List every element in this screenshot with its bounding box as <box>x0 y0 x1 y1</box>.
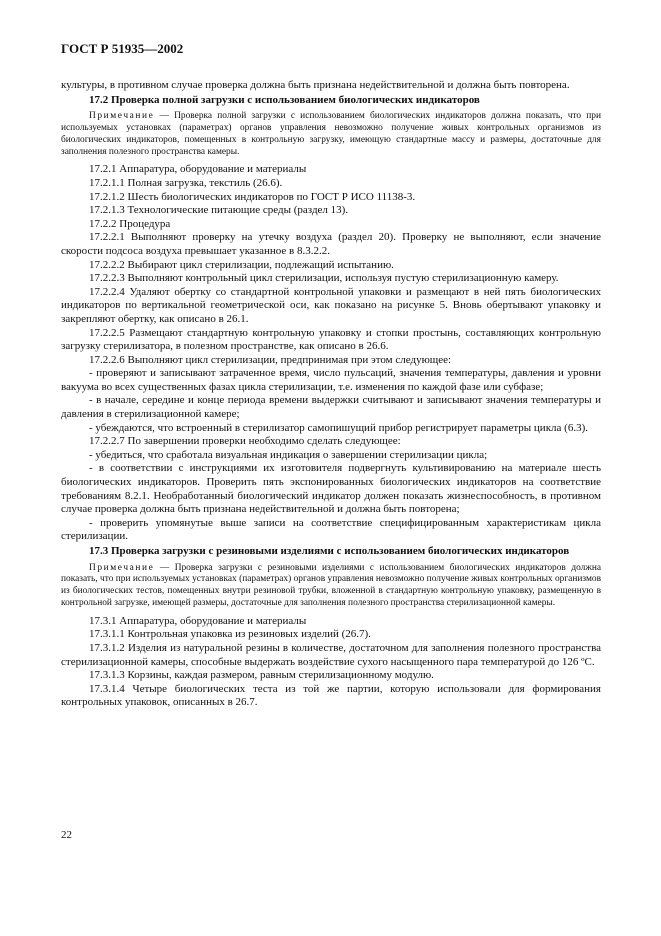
note-17-3 <box>61 563 601 610</box>
clause-17-2-2-1: 17.2.2.1 Выполняют проверку на утечку воздуха (раздел 20). Проверку не выполняют, если значение скорости подсоса воздуха превышает указанное в 8.3.2.2. <box>61 231 601 257</box>
note-text: — Проверка полной загрузки с использованием биологических индикаторов должна показать, что при используемых установках (параметрах) органов управления невозможно получение живых контрольных организмов из биологических индикаторов, помещенных в контрольную загрузку, имеющую стандартные массу и размеры, достаточные для заполнения полезного пространства камеры. <box>61 111 601 157</box>
page-number: 22 <box>61 829 72 841</box>
clause-17-2-2-4: 17.2.2.4 Удаляют обертку со стандартной контрольной упаковки и размещают в ней пять биологических индикаторов по вертикальной геометрической оси, как показано на рисунке 5. Вновь обертывают упаковку и закрепляют обертку, как описано в 26.1. <box>61 285 601 325</box>
clause-17-3-1: 17.3.1 Аппаратура, оборудование и материалы <box>89 614 307 627</box>
section-heading-17-3: 17.3 Проверка загрузки с резиновыми изделиями с использованием биологических индикаторов <box>89 545 570 557</box>
clause-17-2-1-2: 17.2.1.2 Шесть биологических индикаторов по ГОСТ Р ИСО 11138-3. <box>89 190 416 203</box>
clause-17-2-1-3: 17.2.1.3 Технологические питающие среды (раздел 13). <box>89 204 349 217</box>
clause-17-2-2: 17.2.2 Процедура <box>89 217 171 230</box>
paragraph-continuation: культуры, в противном случае проверка должна быть признана недействительной и должна быть повторена. <box>61 79 570 91</box>
page-body <box>61 79 601 710</box>
clause-17-2-1: 17.2.1 Аппаратура, оборудование и материалы <box>89 163 307 176</box>
clause-17-3-1-4: 17.3.1.4 Четыре биологических теста из той же партии, которую использовали для формирования контрольных упаковок, описанных в 26.7. <box>61 682 601 709</box>
clause-17-2-2-2: 17.2.2.2 Выбирают цикл стерилизации, подлежащий испытанию. <box>89 258 394 271</box>
note-label: Примечание <box>89 111 155 122</box>
list-item: - проверить упомянутые выше записи на соответствие специфицированным характеристикам цикла стерилизации. <box>61 516 601 543</box>
document-code: ГОСТ Р 51935—2002 <box>61 41 184 56</box>
note-17-2 <box>61 111 601 158</box>
clause-17-3-1-3: 17.3.1.3 Корзины, каждая размером, равным стерилизационному модулю. <box>89 669 434 682</box>
section-heading-17-2: 17.2 Проверка полной загрузки с использованием биологических индикаторов <box>89 93 480 106</box>
clause-17-2-2-6: 17.2.2.6 Выполняют цикл стерилизации, предпринимая при этом следующее: <box>89 353 452 366</box>
note-label: Примечание <box>89 562 155 573</box>
list-item: - в соответствии с инструкциями их изготовителя подвергнуть культивированию на материале шесть биологических индикаторов. Проверить пять экспонированных биологических индикаторов на соответствие требованиям 8.2.1. Необработанный биологический индикатор должен показать жизнеспособность, в противном случае проверка должна быть признана недействительной и должна быть повторена; <box>61 462 601 516</box>
list-item: - в начале, середине и конце периода времени выдержки считывают и записывают значения температуры и давления в стерилизационной камере; <box>61 394 601 421</box>
clause-17-3-1-2: 17.3.1.2 Изделия из натуральной резины в количестве, достаточном для заполнения полезного пространства стерилизационной камеры, способные выдержать воздействие сухого насыщенного пара температурой до 126 ºС. <box>61 641 601 668</box>
clause-17-3-1-1: 17.3.1.1 Контрольная упаковка из резиновых изделий (26.7). <box>89 628 371 641</box>
list-item: - убедиться, что сработала визуальная индикация о завершении стерилизации цикла; <box>89 448 488 461</box>
clause-17-2-1-1: 17.2.1.1 Полная загрузка, текстиль (26.6). <box>89 176 283 189</box>
note-text: — Проверка загрузки с резиновыми изделиями с использованием биологических индикаторов должна показать, что при используемых установках (параметрах) органов управления невозможно получение живых контрольных организмов из биологических тестов, помещенных внутри резиновой трубки, вложенной в стандартную контрольную упаковку, размещенную в контрольной загрузке, имеющей размеры, достаточные для заполнения полезного пространства стерилизационной камеры. <box>61 562 601 608</box>
clause-17-2-2-5: 17.2.2.5 Размещают стандартную контрольную упаковку и стопки простынь, составляющих контрольную загрузку стерилизатора, в полезном пространстве, как описано в 26.6. <box>61 326 601 353</box>
clause-17-2-2-7: 17.2.2.7 По завершении проверки необходимо сделать следующее: <box>89 435 401 448</box>
list-item: - проверяют и записывают затраченное время, число пульсаций, значения температуры, давления и уровни вакуума во всех существенных фазах цикла стерилизации, т.е. изменения по каждой фазе или субфазе; <box>61 367 601 393</box>
clause-17-2-2-3: 17.2.2.3 Выполняют контрольный цикл стерилизации, используя пустую стерилизационную камеру. <box>89 272 559 285</box>
list-item: - убеждаются, что встроенный в стерилизатор самопишущий прибор регистрирует параметры цикла (6.3). <box>89 421 588 434</box>
